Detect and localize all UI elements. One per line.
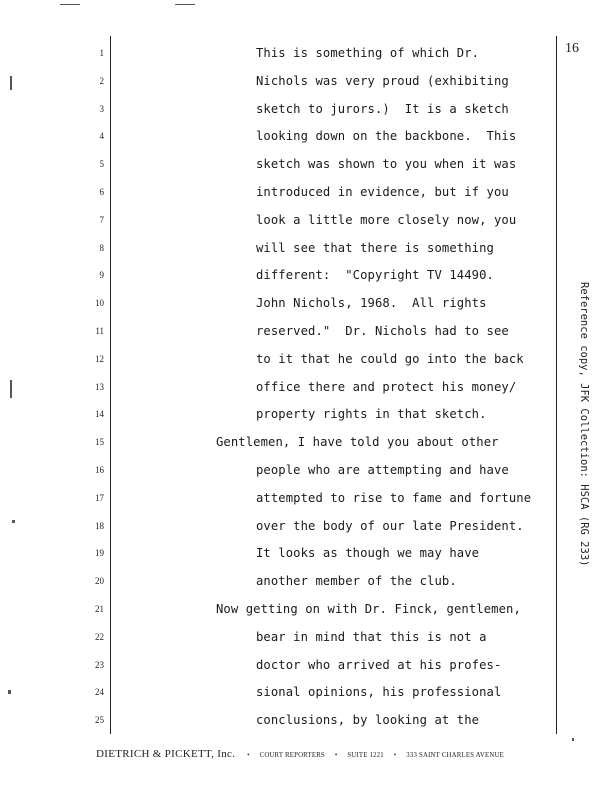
- line-number: 24: [95, 687, 104, 698]
- scan-mark: [8, 690, 11, 694]
- line-number: 16: [95, 465, 104, 475]
- transcript-line-text: Nichols was very proud (exhibiting: [256, 73, 509, 88]
- transcript-line-text: over the body of our late President.: [256, 518, 524, 533]
- transcript-line-text: sketch was shown to you when it was: [256, 157, 517, 172]
- transcript-line-text: property rights in that sketch.: [256, 407, 487, 422]
- footer-sep: •: [393, 752, 397, 759]
- scan-mark: [175, 4, 195, 5]
- line-number: 2: [99, 75, 104, 86]
- line-number: 12: [95, 353, 104, 364]
- line-number: 19: [95, 548, 104, 559]
- transcript-line-text: sional opinions, his professional: [256, 685, 502, 700]
- footer-address: 333 SAINT CHARLES AVENUE: [406, 752, 504, 759]
- footer-suite: SUITE 1221: [347, 752, 384, 759]
- transcript-line-text: reserved." Dr. Nichols had to see: [256, 324, 509, 338]
- transcript-line-text: Now getting on with Dr. Finck, gentlemen,: [216, 602, 521, 616]
- line-number: 20: [95, 576, 104, 587]
- transcript-line-text: looking down on the backbone. This: [256, 129, 517, 144]
- footer-firm: DIETRICH & PICKETT, Inc.: [96, 748, 236, 760]
- transcript-line-text: introduced in evidence, but if you: [256, 185, 509, 199]
- line-number: 10: [95, 298, 104, 309]
- line-number: 7: [99, 214, 104, 225]
- line-number: 18: [95, 520, 104, 531]
- transcript-line-text: different: "Copyright TV 14490.: [256, 268, 494, 283]
- line-number: 17: [95, 492, 104, 503]
- transcript-line-text: sketch to jurors.) It is a sketch: [256, 101, 509, 116]
- line-number: 4: [99, 131, 104, 142]
- line-number: 21: [95, 604, 104, 614]
- transcript-line-text: look a little more closely now, you: [256, 212, 517, 227]
- line-number: 14: [95, 409, 104, 420]
- scan-mark: [572, 738, 574, 741]
- transcript-line-text: another member of the club.: [256, 574, 457, 589]
- footer-sep: •: [247, 752, 250, 759]
- transcript-line-text: doctor who arrived at his profes-: [256, 657, 502, 672]
- transcript-line-text: conclusions, by looking at the: [256, 713, 480, 728]
- line-number: 13: [95, 381, 104, 392]
- scan-mark: [10, 76, 12, 90]
- footer-role: COURT REPORTERS: [259, 752, 325, 759]
- right-margin-rule: [556, 36, 557, 734]
- scan-mark: [12, 520, 15, 523]
- line-number: 15: [95, 437, 104, 448]
- line-number: 23: [95, 659, 104, 670]
- archive-side-note: Reference copy, JFK Collection: HSCA (RG 233): [578, 282, 590, 567]
- line-number: 9: [99, 270, 104, 281]
- transcript-line-text: attempted to rise to fame and fortune: [256, 490, 532, 505]
- transcript-line-text: It looks as though we may have: [256, 546, 480, 561]
- line-number: 22: [95, 631, 104, 642]
- left-margin-rule: [110, 36, 111, 734]
- line-number: 6: [99, 187, 104, 197]
- transcript-line-text: will see that there is something: [256, 240, 494, 255]
- transcript-line-text: John Nichols, 1968. All rights: [256, 296, 487, 311]
- page-number: 16: [565, 41, 579, 56]
- transcript-line-text: This is something of which Dr.: [256, 46, 480, 60]
- line-number: 11: [95, 326, 104, 336]
- transcript-line-text: people who are attempting and have: [256, 463, 509, 477]
- transcript-line-text: Gentlemen, I have told you about other: [216, 435, 499, 450]
- transcript-line-text: bear in mind that this is not a: [256, 629, 487, 644]
- scan-mark: [60, 4, 80, 5]
- scan-mark: [10, 380, 12, 398]
- footer: [96, 744, 556, 762]
- line-number: 1: [99, 48, 104, 58]
- line-number: 8: [99, 242, 104, 253]
- line-number: 3: [99, 103, 104, 114]
- line-number: 5: [99, 159, 104, 170]
- transcript-line-text: to it that he could go into the back: [256, 351, 524, 366]
- transcript-line-text: office there and protect his money/: [256, 379, 517, 394]
- line-number: 25: [95, 715, 104, 726]
- footer-sep: •: [334, 752, 338, 759]
